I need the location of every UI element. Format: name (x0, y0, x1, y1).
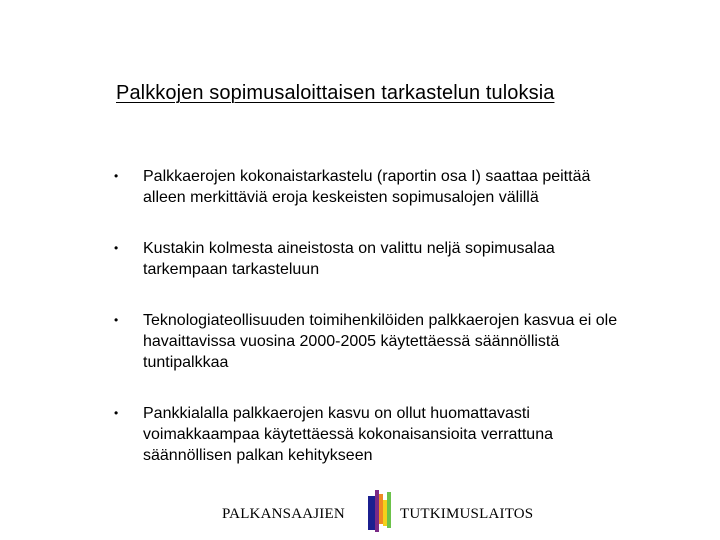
bullet-text-line: Kustakin kolmesta aineistosta on valittu neljä sopimusalaa (143, 240, 555, 257)
logo-bar-green (387, 492, 391, 528)
bullet-icon: • (114, 406, 119, 420)
slide-title: Palkkojen sopimusaloittaisen tarkastelun tuloksia (116, 82, 555, 104)
logo-bar-navy (368, 496, 375, 530)
logo-bar-yellow (383, 500, 387, 526)
bars-logo-icon (366, 490, 394, 532)
bullet-text-line: tarkempaan tarkasteluun (143, 261, 320, 278)
bullet-text-line: säännöllisen palkan kehitykseen (143, 447, 373, 464)
bullet-icon: • (114, 241, 119, 255)
bullet-icon: • (114, 313, 119, 327)
bullet-text-line: Teknologiateollisuuden toimihenkilöiden palkkaerojen kasvua ei ole (143, 312, 618, 329)
bullet-text-line: Palkkaerojen kokonaistarkastelu (raportin osa I) saattaa peittää (143, 168, 591, 185)
bullet-text-line: alleen merkittäviä eroja keskeisten sopimusalojen välillä (143, 189, 539, 206)
bullet-text-line: tuntipalkkaa (143, 354, 229, 371)
bullet-text-line: Pankkialalla palkkaerojen kasvu on ollut huomattavasti (143, 405, 530, 422)
footer-org-name-right: TUTKIMUSLAITOS (400, 506, 534, 522)
bullet-item-1 (110, 166, 690, 208)
bullet-text-line: voimakkaampaa käytettäessä kokonaisansioita verrattuna (143, 426, 553, 443)
logo-bar-purple (375, 490, 379, 532)
bullet-text-line: havaittavissa vuosina 2000-2005 käytettäessä säännöllistä (143, 333, 560, 350)
bullet-list (110, 166, 690, 496)
bullet-item-4 (110, 403, 690, 466)
logo-bar-orange (379, 494, 383, 524)
bullet-item-2 (110, 238, 690, 280)
footer-org-name-left: PALKANSAAJIEN (222, 506, 345, 522)
bullet-item-3 (110, 310, 690, 373)
footer (0, 490, 720, 534)
bullet-icon: • (114, 169, 119, 183)
